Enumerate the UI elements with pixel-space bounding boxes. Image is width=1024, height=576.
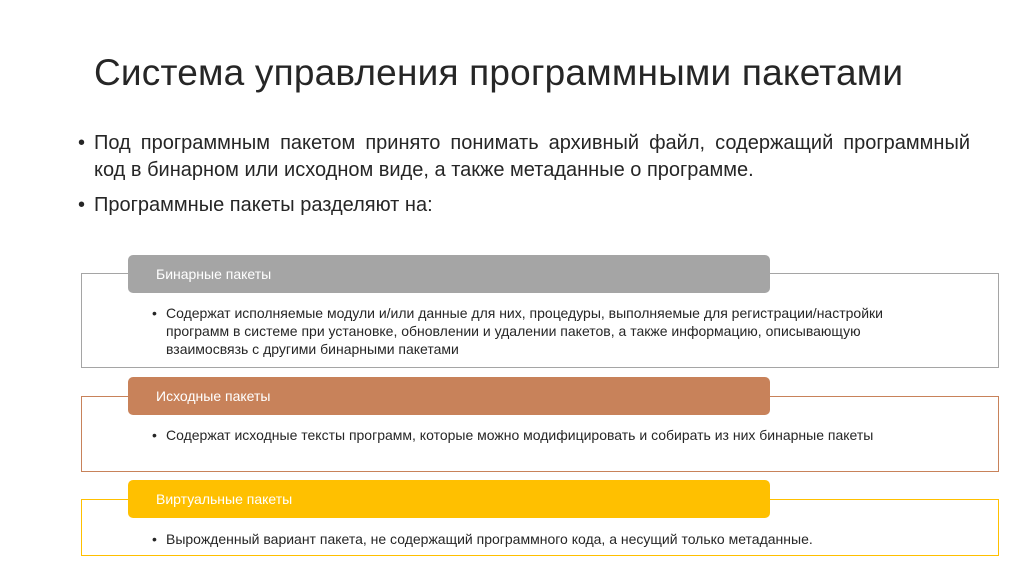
virtual-packages-text: Вырожденный вариант пакета, не содержащий программного кода, а несущий только метаданные.	[166, 531, 813, 547]
virtual-packages-description	[152, 530, 942, 548]
binary-packages-header	[128, 255, 770, 293]
bullet-icon: •	[152, 531, 157, 547]
binary-packages-description	[152, 304, 942, 358]
source-packages-description	[152, 426, 942, 444]
source-packages-text: Содержат исходные тексты программ, которые можно модифицировать и собирать из них бинарные пакеты	[166, 427, 874, 443]
bullet-icon: •	[78, 194, 86, 216]
binary-packages-text: Содержат исполняемые модули и/или данные для них, процедуры, выполняемые для регистрации/настройки программ в системе при установке, обновлении и удалении пакетов, а также информацию, описывающую взаимосвязь с другими бинарными пакетами	[166, 305, 883, 357]
virtual-packages-label: Виртуальные пакеты	[156, 491, 293, 507]
slide-title: Система управления программными пакетами	[94, 52, 904, 93]
binary-packages-label: Бинарные пакеты	[156, 266, 272, 282]
virtual-packages-header	[128, 480, 770, 518]
bullet-text: Под программным пакетом принято понимать архивный файл, содержащий программный код в бинарном или исходном виде, а также метаданные о программе.	[94, 132, 970, 181]
source-packages-label: Исходные пакеты	[156, 388, 271, 404]
source-packages-header	[128, 377, 770, 415]
bullet-item	[78, 130, 970, 184]
bullet-icon: •	[152, 305, 157, 321]
bullet-icon: •	[78, 132, 86, 154]
bullet-text: Программные пакеты разделяют на:	[94, 194, 433, 216]
bullet-item	[78, 192, 970, 219]
bullet-list	[78, 130, 970, 227]
bullet-icon: •	[152, 427, 157, 443]
